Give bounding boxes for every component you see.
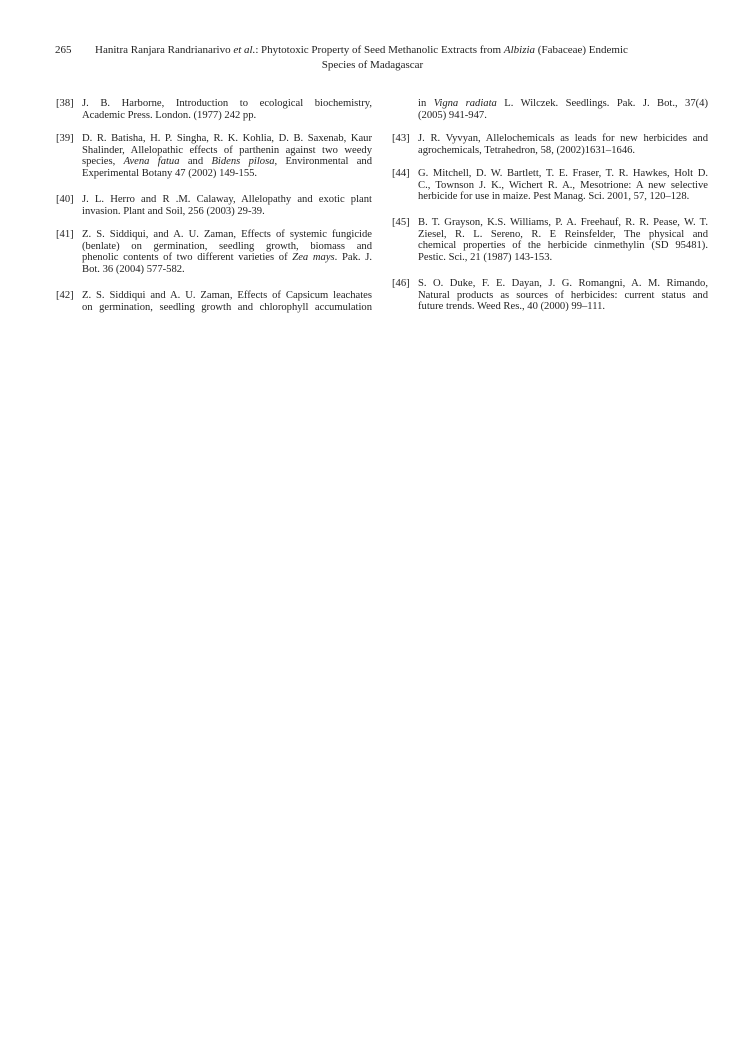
ref-line: invasion. Plant and Soil, 256 (2003) 29-39. — [82, 205, 265, 217]
ref-number: [42] — [56, 290, 74, 301]
et-al: et al. — [233, 44, 256, 56]
ref-number: [46] — [392, 278, 410, 289]
ref-line: J. R. Vyvyan, Allelochemicals as leads for new herbicides and — [418, 133, 708, 144]
species-name: Zea mays — [292, 252, 335, 264]
ref-line: B. T. Grayson, K.S. Williams, P. A. Freehauf, R. R. Pease, W. T. — [418, 217, 708, 228]
ref-line: C., Townson J. K., Wichert R. A., Mesotrione: A new selective — [418, 179, 708, 191]
ref-number: [43] — [392, 133, 410, 144]
ref-line: G. Mitchell, D. W. Bartlett, T. E. Fraser, T. R. Hawkes, Holt D. — [418, 168, 708, 179]
seg: . Pak. J. — [334, 252, 372, 264]
seg: , Environmental and — [274, 156, 373, 168]
ref-line: agrochemicals, Tetrahedron, 58, (2002)1631–1646. — [418, 144, 636, 156]
seg: L. Wilczek. Seedlings. Pak. J. Bot., 37(4) — [504, 98, 708, 109]
ref-number: [39] — [56, 133, 74, 144]
ref-number: [40] — [56, 194, 74, 205]
ref-line: J. B. Harborne, Introduction to ecological biochemistry, — [82, 98, 372, 109]
seg: species, — [82, 156, 116, 168]
ref-line: (benlate) on germination, seedling growth, biomass and — [82, 240, 372, 252]
ref-line — [82, 156, 372, 168]
title-pre: Phytotoxic Property of Seed Methanolic Extracts from — [261, 44, 502, 56]
ref-number: [45] — [392, 217, 410, 228]
running-header-authors — [95, 44, 258, 57]
seg: and — [187, 156, 204, 168]
running-header-title-line2: Species of Madagascar — [321, 59, 424, 71]
ref-number: [38] — [56, 98, 74, 109]
ref-number: [41] — [56, 229, 74, 240]
ref-line: Pestic. Sci., 21 (1987) 143-153. — [418, 251, 553, 263]
species-name: Bidens pilosa — [211, 156, 275, 168]
title-italic: Albizia — [503, 44, 536, 56]
ref-line — [82, 252, 372, 264]
ref-line: chemical properties of the herbicide cinmethylin (SD 95481). — [418, 240, 708, 252]
seg: phenolic contents of two different varieties of — [82, 252, 288, 264]
ref-line: Experimental Botany 47 (2002) 149-155. — [82, 167, 258, 179]
ref-line: Natural products as sources of herbicides: current status and — [418, 289, 708, 301]
ref-line: Bot. 36 (2004) 577-582. — [82, 263, 185, 275]
ref-line: Z. S. Siddiqui and A. U. Zaman, Effects of Capsicum leachates — [82, 290, 372, 301]
ref-line: S. O. Duke, F. E. Dayan, J. G. Romangni, A. M. Rimando, — [418, 278, 708, 289]
ref-line: Academic Press. London. (1977) 242 pp. — [82, 109, 257, 121]
page-number: 265 — [55, 44, 72, 56]
title-post: (Fabaceae) Endemic — [537, 44, 628, 56]
ref-line — [418, 98, 708, 110]
seg: in — [418, 98, 427, 109]
ref-line: Ziesel, R. L. Sereno, R. E Reinsfelder, The physical and — [418, 228, 708, 240]
ref-line: J. L. Herro and R .M. Calaway, Allelopathy and exotic plant — [82, 194, 372, 205]
ref-number: [44] — [392, 168, 410, 179]
ref-line: Z. S. Siddiqui, and A. U. Zaman, Effects of systemic fungicide — [82, 229, 372, 240]
species-name: Vigna radiata — [433, 98, 497, 109]
authors: Hanitra Ranjara Randrianarivo — [95, 44, 231, 56]
ref-line: herbicide for use in maize. Pest Manag. Sci. 2001, 57, 120–128. — [418, 191, 690, 203]
ref-line: (2005) 941-947. — [418, 109, 487, 121]
colon: : — [255, 44, 259, 56]
ref-line: Shalinder, Allelopathic effects of parthenin against two weedy — [82, 144, 372, 156]
ref-line: D. R. Batisha, H. P. Singha, R. K. Kohlia, D. B. Saxenab, Kaur — [82, 133, 372, 144]
species-name: Avena fatua — [123, 156, 180, 168]
ref-line: future trends. Weed Res., 40 (2000) 99–111. — [418, 301, 606, 313]
running-header-title — [261, 44, 628, 57]
ref-line: on germination, seedling growth and chlorophyll accumulation — [82, 301, 372, 313]
